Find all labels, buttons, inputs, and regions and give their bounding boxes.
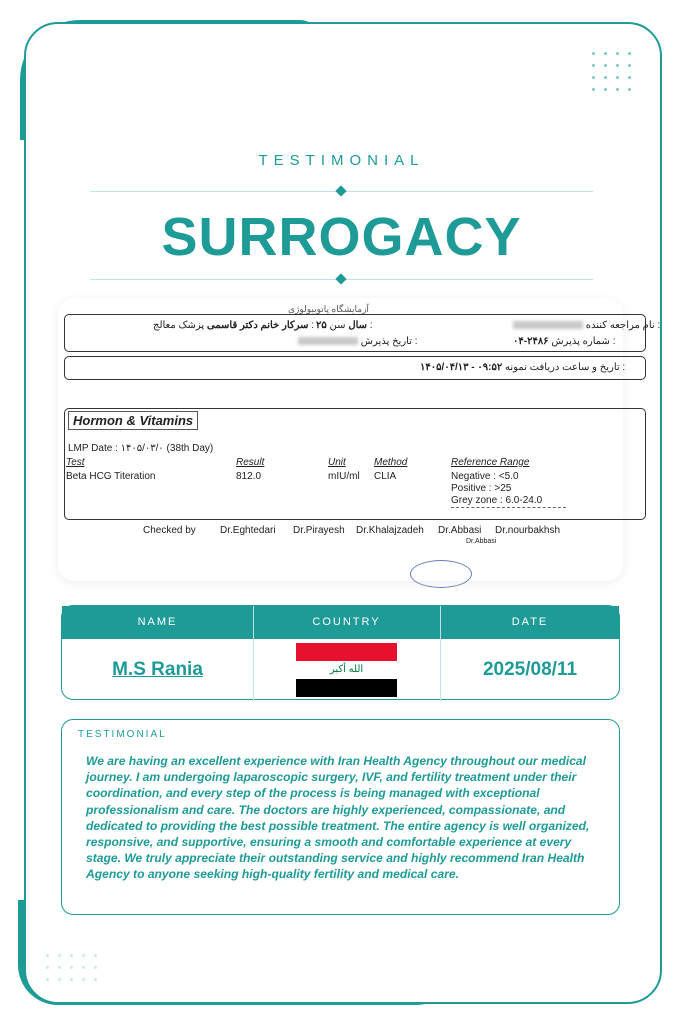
testimonial-line: coordination, and every step of the process is being managed with exceptional <box>86 786 540 801</box>
doctor-field: سرکار خانم دکتر قاسمی پزشک معالج : <box>153 320 315 331</box>
testimonial-label: TESTIMONIAL <box>78 729 167 740</box>
col-result: Result <box>236 457 265 468</box>
age-field: ۲۵ سال سن : <box>316 320 373 331</box>
testimonial-date: 2025/08/11 <box>482 659 578 680</box>
testimonial-line: professionalism and care. The doctors are highly experienced, compassionate, and <box>86 802 566 817</box>
lab-stamp <box>410 560 472 588</box>
page-title: SURROGACY <box>161 207 522 267</box>
dot-grid-decoration <box>46 954 97 981</box>
doctor-name: Dr.Khalajzadeh <box>356 525 424 536</box>
col-method: Method <box>374 457 408 468</box>
doctor-name: Dr.Pirayesh <box>293 525 345 536</box>
lab-report-image <box>58 298 661 581</box>
row-result: 812.0 <box>236 471 262 482</box>
row-test: Beta HCG Titeration <box>66 471 156 482</box>
name-header: NAME <box>137 616 178 628</box>
doctor-name: Dr.nourbakhsh <box>495 525 561 536</box>
row-method: CLIA <box>374 471 397 482</box>
testimonial-line: dedicated to providing the best possible treatment. The entire agency is well organized, <box>86 818 590 833</box>
iraq-flag-icon <box>296 643 397 697</box>
country-header: COUNTRY <box>312 616 381 628</box>
testimonial-text <box>86 753 610 883</box>
kicker-label: TESTIMONIAL <box>258 152 425 169</box>
col-unit: Unit <box>328 457 346 468</box>
col-test: Test <box>66 457 85 468</box>
reference-negative: Negative : <5.0 <box>451 471 519 482</box>
reception-date-field: تاریخ پذیرش : <box>298 336 418 347</box>
col-reference: Reference Range <box>451 457 530 468</box>
testimonial-line: journey. I am undergoing laparoscopic surgery, IVF, and fertility treatment under their <box>86 770 577 785</box>
date-header: DATE <box>511 616 549 628</box>
doctor-name: Dr.Abbasi <box>438 525 482 536</box>
testimonial-line: We are having an excellent experience with Iran Health Agency throughout our medical <box>86 754 587 768</box>
reference-grey-zone: Grey zone : 6.0-24.0 <box>451 495 543 506</box>
checked-by-label: Checked by <box>143 525 196 536</box>
testimonial-line: responsive, and supportive, ensuring a smooth and comfortable experience at every <box>86 835 572 850</box>
flag-takbir: الله أكبر <box>329 664 364 675</box>
testimonial-line: stage. We truly appreciate their outstanding service and highly recommend Iran Health <box>86 851 585 866</box>
patient-label: نام مراجعه کننده : <box>513 320 660 331</box>
signature-name: Dr.Abbasi <box>466 538 497 545</box>
doctor-name: Dr.Eghtedari <box>220 525 276 536</box>
lab-name: آزمایشگاه پاتوبیولوژی <box>288 304 369 314</box>
reception-number-field: ۰۴-۲۴۸۶ شماره پذیرش : <box>513 336 616 347</box>
testimonial-box <box>61 719 620 915</box>
lmp-line: LMP Date : ۱۴۰۵/۰۳/۰ (38th Day) <box>68 443 214 454</box>
section-title: Hormon & Vitamins <box>68 411 198 430</box>
row-unit: mIU/ml <box>328 471 360 482</box>
reference-divider <box>451 507 566 508</box>
reference-positive: Positive : >25 <box>451 483 512 494</box>
testimonial-line: Agency to anyone seeking high-quality fertility and medical care. <box>86 867 459 882</box>
patient-name: M.S Rania <box>112 659 203 680</box>
dot-grid-decoration <box>592 52 631 91</box>
sampling-field: ۱۴۰۵/۰۴/۱۳ - ۰۹:۵۲ تاریخ و ساعت دریافت نمونه : <box>420 362 626 373</box>
column-divider <box>253 606 254 701</box>
